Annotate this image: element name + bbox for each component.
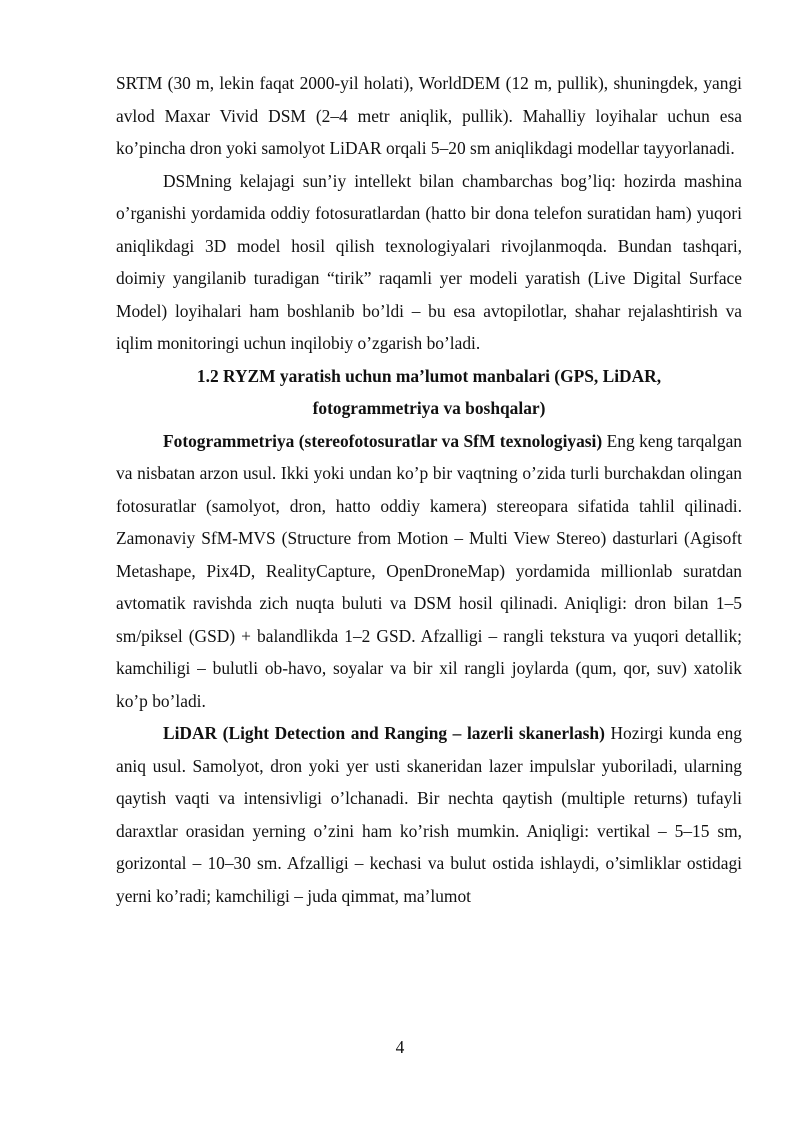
section-heading-line-2: fotogrammetriya va boshqalar) — [312, 398, 546, 418]
paragraph-dsm-future: DSMning kelajagi sun’iy intellekt bilan chambarchas bog’liq: hozirda mashina o’rganishi yordamida oddiy fotosuratlardan (hatto bir dona telefon suratidan ham) yuqori aniqlikdagi 3D model hosil qilish texnologiyalari rivojlanmoqda. Bundan tashqari, doimiy yangilanib turadigan “tirik” raqamli yer modeli yaratish (Live Digital Surface Model) loyihalari ham boshlanib bo’ldi – bu esa avtopilotlar, shahar rejalashtirish va iqlim monitoringi uchun inqilobiy o’zgarish bo’ladi. — [116, 170, 742, 353]
lidar-text: Hozirgi kunda eng aniq usul. Samolyot, dron yoki yer usti skaneridan lazer impulslar yuboriladi, ularning qaytish vaqti va intensivligi o’lchanadi. Bir nechta qaytish (multiple returns) tufayli daraxtlar orasidan yerning o’zini ham ko’rish mumkin. Aniqligi: vertikal – 5–15 sm, gorizontal – 10–30 sm. Afzalligi – kechasi va bulut ostida ishlaydi, o’simliklar ostidagi yerni ko’radi; kamchiligi – juda qimmat, ma’lumot — [116, 723, 742, 906]
photogrammetry-lead: Fotogrammetriya (stereofotosuratlar va SfM texnologiyasi) — [163, 430, 603, 451]
section-heading — [116, 360, 742, 425]
page-number: 4 — [395, 1037, 405, 1057]
paragraph-dsm-sources: SRTM (30 m, lekin faqat 2000-yil holati), WorldDEM (12 m, pullik), shuningdek, yangi avlod Maxar Vivid DSM (2–4 metr aniqlik, pullik). Mahalliy loyihalar uchun esa ko’pincha dron yoki samolyot LiDAR orqali 5–20 sm aniqlikdagi modellar tayyorlanadi. — [116, 73, 742, 158]
paragraph-photogrammetry — [116, 425, 742, 718]
paragraph-lidar — [116, 717, 742, 912]
photogrammetry-text: Eng keng tarqalgan va nisbatan arzon usul. Ikki yoki undan ko’p bir vaqtning o’zida turli burchakdan olingan fotosuratlar (samolyot, dron, hatto oddiy kamera) stereopara sifatida tahlil qilinadi. Zamonaviy SfM-MVS (Structure from Motion – Multi View Stereo) dasturlari (Agisoft Metashape, Pix4D, RealityCapture, OpenDroneMap) yordamida millionlab suratdan avtomatik ravishda zich nuqta buluti va DSM hosil qilinadi. Aniqligi: dron bilan 1–5 sm/piksel (GSD) + balandlikda 1–2 GSD. Afzalligi – rangli tekstura va yuqori detallik; kamchiligi – bulutli ob-havo, soyalar va bir xil rangli joylarda (qum, qor, suv) xatolik ko’p bo’ladi. — [116, 430, 743, 711]
lidar-lead: LiDAR (Light Detection and Ranging – lazerli skanerlash) — [163, 723, 605, 743]
section-heading-line-1: 1.2 RYZM yaratish uchun ma’lumot manbalari (GPS, LiDAR, — [196, 365, 662, 386]
page-content — [116, 67, 742, 912]
